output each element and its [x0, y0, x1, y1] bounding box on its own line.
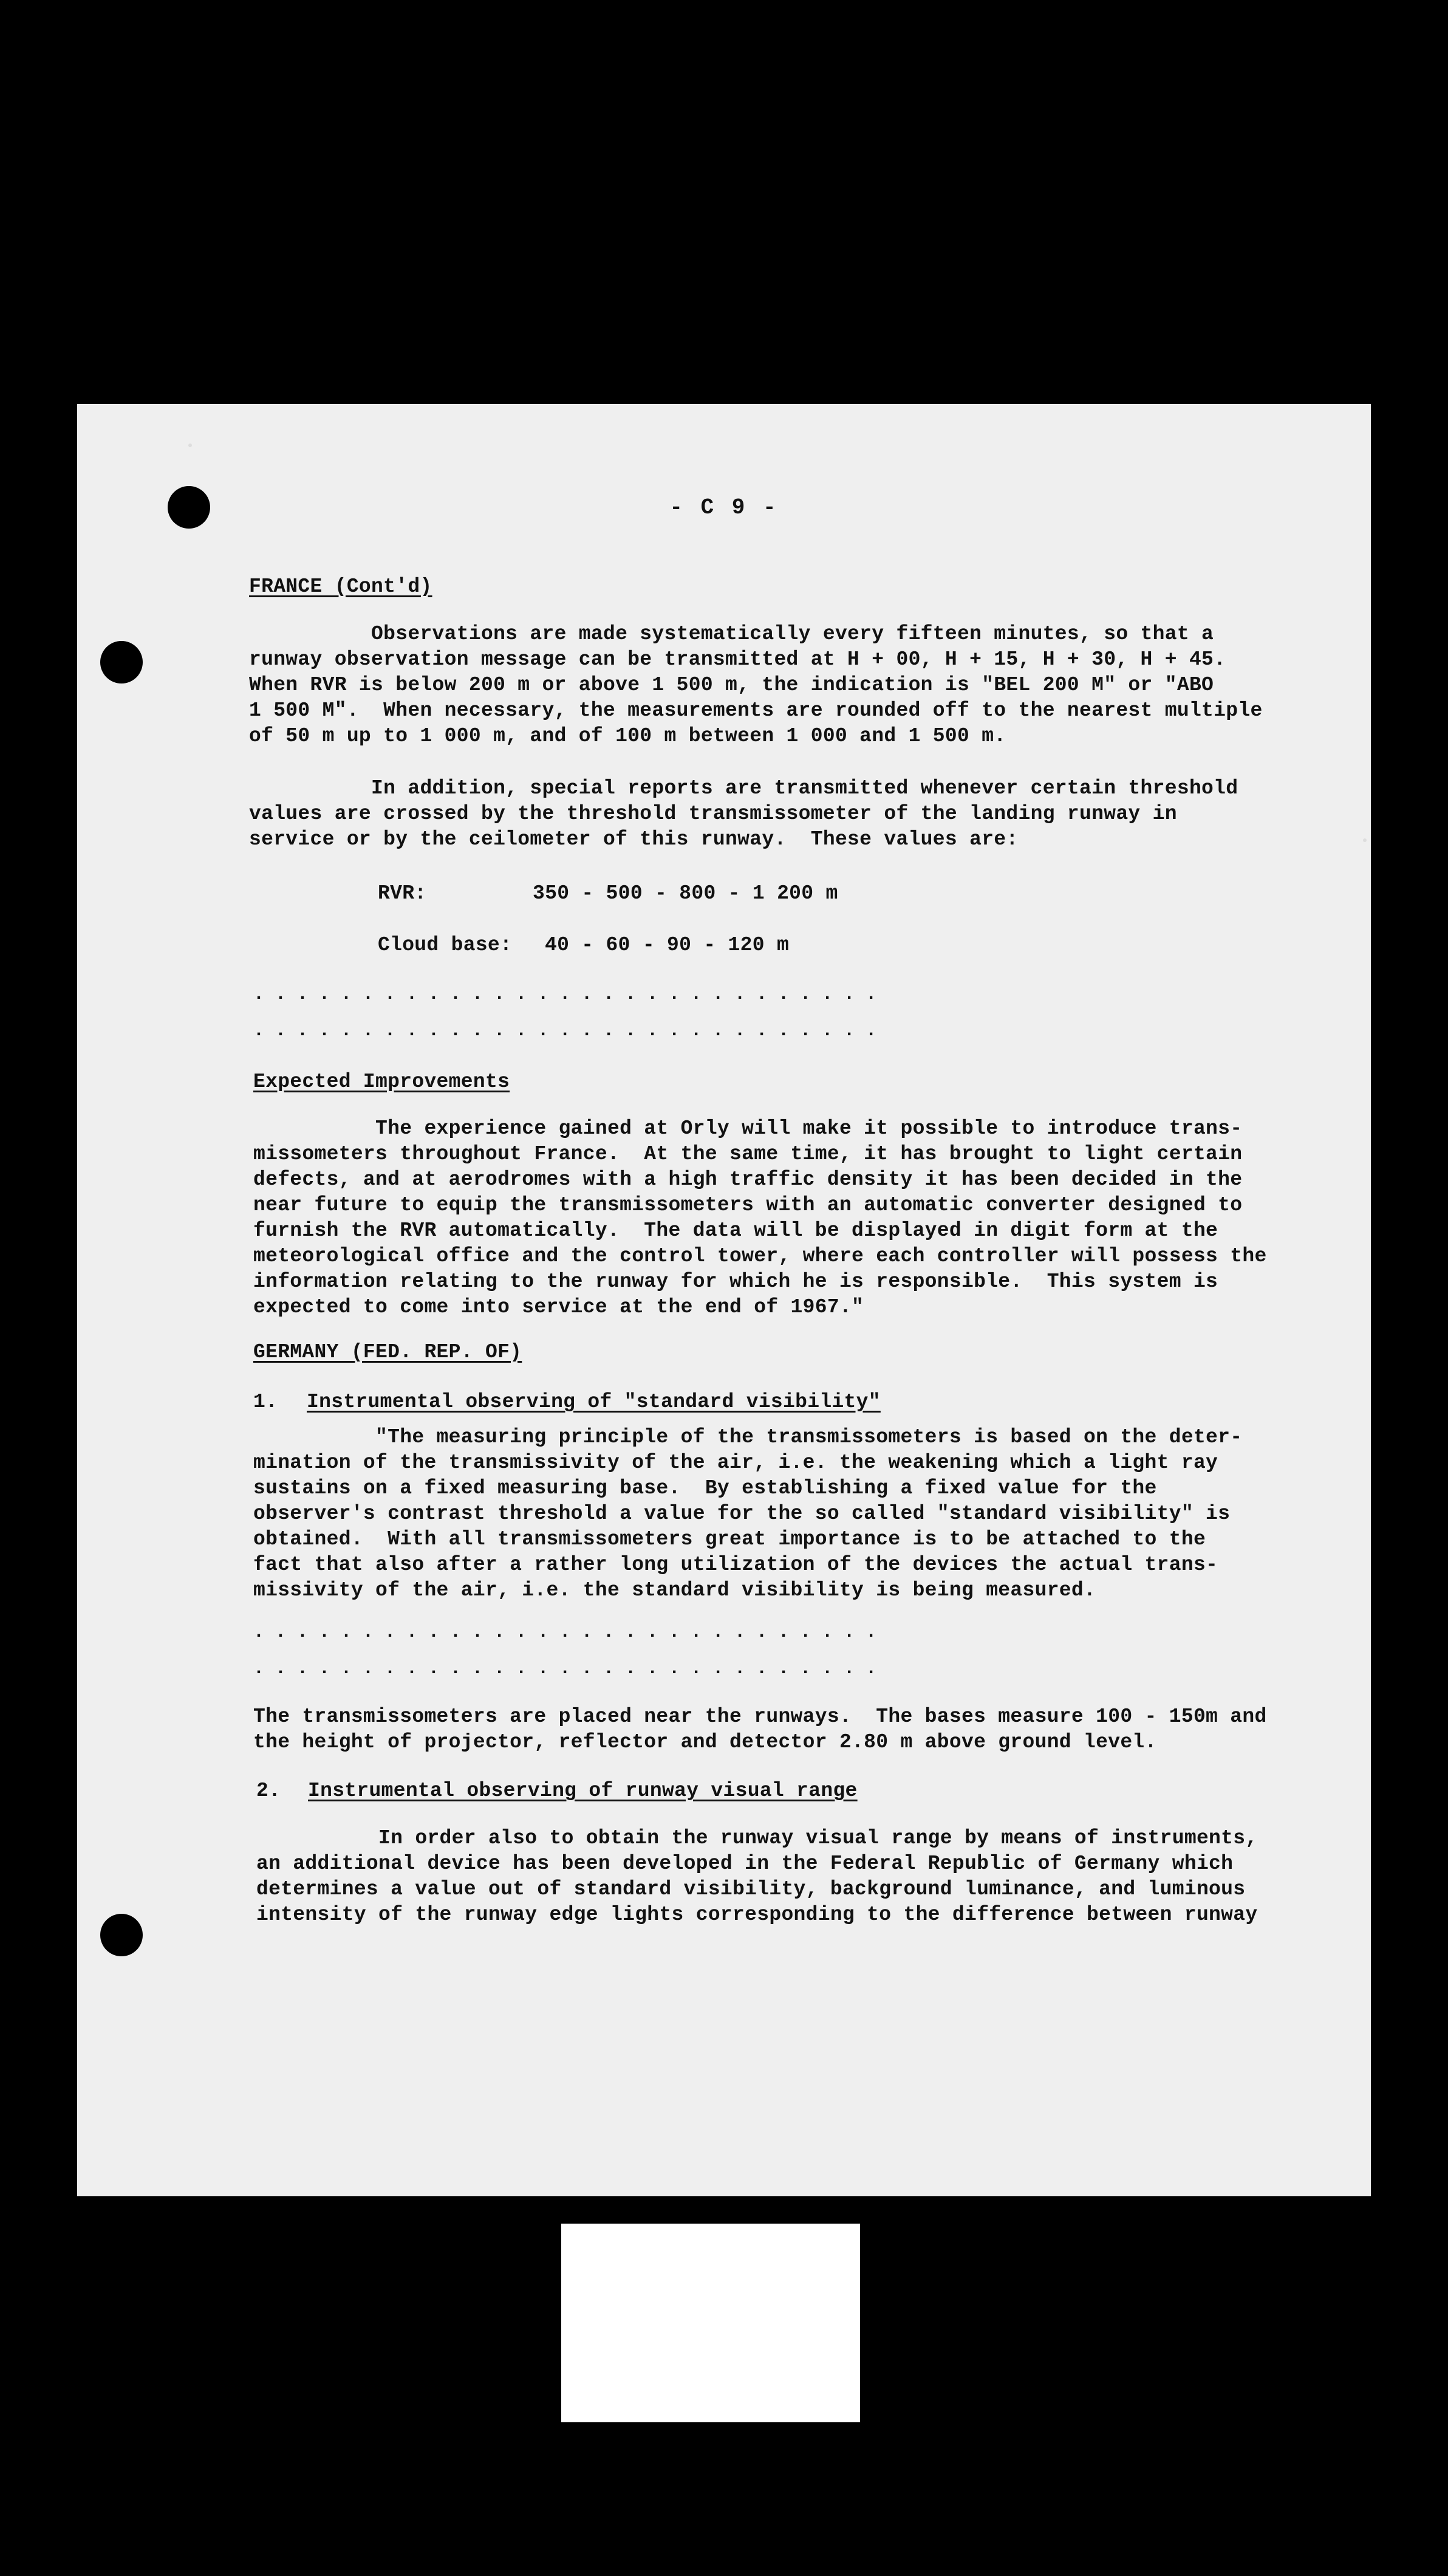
text-line: sustains on a fixed measuring base. By establishing a fixed value for the [253, 1477, 1157, 1499]
page-number: - C 9 - [669, 495, 779, 520]
text-line: observer's contrast threshold a value for the so called "standard visibility" is [253, 1502, 1231, 1525]
text-line: meteorological office and the control tower, where each controller will possess the [253, 1245, 1267, 1267]
text-line: the height of projector, reflector and detector 2.80 m above ground level. [253, 1731, 1157, 1753]
text-line: runway observation message can be transmitted at H + 00, H + 15, H + 30, H + 45. [249, 648, 1226, 671]
text-line: determines a value out of standard visibility, background luminance, and luminous [256, 1878, 1246, 1900]
text-line: The transmissometers are placed near the runways. The bases measure 100 - 150m and [253, 1705, 1267, 1728]
text-line: When RVR is below 200 m or above 1 500 m, the indication is "BEL 200 M" or "ABO [249, 674, 1214, 696]
document-page [77, 404, 1371, 2196]
text-line: "The measuring principle of the transmissometers is based on the deter- [253, 1426, 1243, 1448]
text-line: In order also to obtain the runway visual range by means of instruments, [256, 1827, 1258, 1849]
omission-dots: . . . . . . . . . . . . . . . . . . . . . . . . . . . . . [253, 1622, 877, 1643]
text-line: Observations are made systematically every fifteen minutes, so that a [249, 623, 1214, 645]
expected-improvements-heading: Expected Improvements [253, 1070, 510, 1093]
text-line: service or by the ceilometer of this runway. These values are: [249, 828, 1019, 851]
text-line: In addition, special reports are transmitted whenever certain threshold [249, 777, 1238, 800]
cloud-base-values: 40 - 60 - 90 - 120 m [545, 934, 790, 956]
punch-hole [168, 486, 210, 529]
france-heading: FRANCE (Cont'd) [249, 575, 432, 598]
cloud-base-label: Cloud base: [378, 934, 513, 956]
text-line: expected to come into service at the end of 1967." [253, 1296, 864, 1318]
blank-card [561, 2224, 860, 2422]
text-line: information relating to the runway for which he is responsible. This system is [253, 1270, 1218, 1293]
text-line: defects, and at aerodromes with a high traffic density it has been decided in the [253, 1168, 1243, 1191]
text-line: of 50 m up to 1 000 m, and of 100 m between 1 000 and 1 500 m. [249, 725, 1006, 747]
text-line: near future to equip the transmissometers with an automatic converter designed to [253, 1194, 1243, 1216]
germany-heading: GERMANY (FED. REP. OF) [253, 1341, 522, 1363]
text-line: mination of the transmissivity of the air, i.e. the weakening which a light ray [253, 1451, 1218, 1474]
text-line: fact that also after a rather long utilization of the devices the actual trans- [253, 1553, 1218, 1576]
text-line: obtained. With all transmissometers great importance is to be attached to the [253, 1528, 1206, 1550]
text-line: 1 500 M". When necessary, the measurements are rounded off to the nearest multiple [249, 699, 1263, 722]
section-1-number: 1. [253, 1391, 278, 1413]
section-2-number: 2. [256, 1780, 281, 1802]
rvr-values: 350 - 500 - 800 - 1 200 m [533, 882, 838, 905]
text-line: furnish the RVR automatically. The data will be displayed in digit form at the [253, 1219, 1218, 1242]
omission-dots: . . . . . . . . . . . . . . . . . . . . . . . . . . . . . [253, 1021, 877, 1041]
punch-hole [100, 641, 143, 683]
text-line: values are crossed by the threshold transmissometer of the landing runway in [249, 803, 1177, 825]
rvr-label: RVR: [378, 882, 427, 905]
text-line: The experience gained at Orly will make it possible to introduce trans- [253, 1117, 1243, 1140]
omission-dots: . . . . . . . . . . . . . . . . . . . . . . . . . . . . . [253, 1659, 877, 1679]
text-line: missometers throughout France. At the same time, it has brought to light certain [253, 1143, 1243, 1165]
film-speck [1363, 838, 1367, 842]
punch-hole [100, 1914, 143, 1956]
section-1-title: Instrumental observing of "standard visibility" [307, 1391, 881, 1413]
film-speck [188, 444, 192, 447]
text-line: missivity of the air, i.e. the standard visibility is being measured. [253, 1579, 1096, 1601]
omission-dots: . . . . . . . . . . . . . . . . . . . . . . . . . . . . . [253, 984, 877, 1005]
text-line: an additional device has been developed in the Federal Republic of Germany which [256, 1852, 1234, 1875]
text-line: intensity of the runway edge lights corresponding to the difference between runway [256, 1903, 1258, 1926]
section-2-title: Instrumental observing of runway visual range [308, 1780, 858, 1802]
